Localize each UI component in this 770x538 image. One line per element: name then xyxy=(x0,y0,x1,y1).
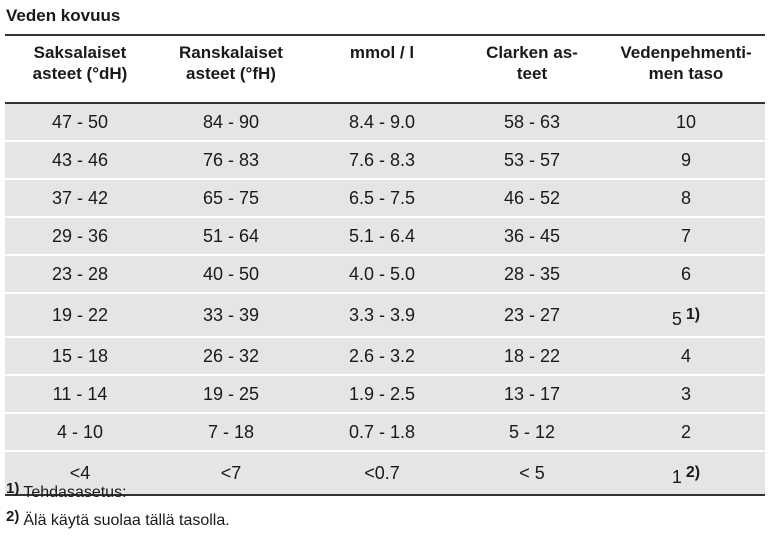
header-line: mmol / l xyxy=(349,43,415,62)
cell-french-degrees: <7 xyxy=(155,451,307,495)
table-row xyxy=(5,413,765,451)
cell-softener-level xyxy=(607,337,765,375)
cell-softener-level xyxy=(607,103,765,141)
cell-clarke-degrees: 13 - 17 xyxy=(457,375,607,413)
cell-mmol: <0.7 xyxy=(307,451,457,495)
table-row xyxy=(5,375,765,413)
cell-mmol: 4.0 - 5.0 xyxy=(307,255,457,293)
cell-french-degrees: 51 - 64 xyxy=(155,217,307,255)
cell-french-degrees: 84 - 90 xyxy=(155,103,307,141)
table-row xyxy=(5,217,765,255)
cell-softener-level xyxy=(607,217,765,255)
table-row xyxy=(5,337,765,375)
level-value: 1 xyxy=(671,466,682,487)
cell-german-degrees: 4 - 10 xyxy=(5,413,155,451)
cell-clarke-degrees: 5 - 12 xyxy=(457,413,607,451)
cell-softener-level xyxy=(607,141,765,179)
cell-mmol: 7.6 - 8.3 xyxy=(307,141,457,179)
level-value: 5 xyxy=(671,308,682,329)
cell-german-degrees: 37 - 42 xyxy=(5,179,155,217)
cell-french-degrees: 26 - 32 xyxy=(155,337,307,375)
cell-french-degrees: 19 - 25 xyxy=(155,375,307,413)
cell-clarke-degrees: 53 - 57 xyxy=(457,141,607,179)
footnote-text: Älä käytä suolaa tällä tasolla. xyxy=(23,512,230,529)
cell-german-degrees: 19 - 22 xyxy=(5,293,155,337)
cell-mmol: 8.4 - 9.0 xyxy=(307,103,457,141)
cell-german-degrees: 29 - 36 xyxy=(5,217,155,255)
header-german-degrees xyxy=(5,35,155,103)
cell-french-degrees: 65 - 75 xyxy=(155,179,307,217)
header-mmol xyxy=(307,35,457,103)
level-value: 6 xyxy=(680,263,691,284)
level-value: 3 xyxy=(680,383,691,404)
footnote-text: Tehdasasetus: xyxy=(23,484,127,501)
header-line: asteet (°dH) xyxy=(32,64,128,83)
cell-clarke-degrees: 18 - 22 xyxy=(457,337,607,375)
footnote-2 xyxy=(6,508,230,530)
water-hardness-table xyxy=(5,34,765,496)
cell-french-degrees: 7 - 18 xyxy=(155,413,307,451)
cell-clarke-degrees: 36 - 45 xyxy=(457,217,607,255)
footnote-mark: 2) xyxy=(6,508,20,525)
cell-german-degrees: 15 - 18 xyxy=(5,337,155,375)
footnote-reference: 2) xyxy=(685,463,701,481)
cell-softener-level xyxy=(607,375,765,413)
header-line: asteet (°fH) xyxy=(186,64,276,83)
level-value: 2 xyxy=(680,421,691,442)
cell-softener-level xyxy=(607,451,765,495)
level-value: 10 xyxy=(675,111,697,132)
cell-clarke-degrees: 28 - 35 xyxy=(457,255,607,293)
page-title: Veden kovuus xyxy=(6,6,121,25)
table-row xyxy=(5,141,765,179)
level-value: 7 xyxy=(680,225,691,246)
header-line: teet xyxy=(516,64,548,83)
table-row xyxy=(5,103,765,141)
cell-french-degrees: 33 - 39 xyxy=(155,293,307,337)
cell-softener-level xyxy=(607,255,765,293)
table-header-row xyxy=(5,35,765,103)
cell-german-degrees: 43 - 46 xyxy=(5,141,155,179)
header-clarke-degrees xyxy=(457,35,607,103)
footnote-reference: 1) xyxy=(685,305,701,323)
cell-mmol: 6.5 - 7.5 xyxy=(307,179,457,217)
cell-french-degrees: 76 - 83 xyxy=(155,141,307,179)
header-line: Ranskalaiset xyxy=(179,43,283,62)
cell-clarke-degrees: 23 - 27 xyxy=(457,293,607,337)
table-row xyxy=(5,255,765,293)
header-softener-level xyxy=(607,35,765,103)
cell-german-degrees: <4 xyxy=(5,451,155,495)
cell-clarke-degrees: < 5 xyxy=(457,451,607,495)
cell-mmol: 0.7 - 1.8 xyxy=(307,413,457,451)
cell-french-degrees: 40 - 50 xyxy=(155,255,307,293)
cell-mmol: 2.6 - 3.2 xyxy=(307,337,457,375)
footnote-1 xyxy=(6,480,127,502)
table-row xyxy=(5,179,765,217)
level-value: 4 xyxy=(680,345,691,366)
cell-softener-level xyxy=(607,179,765,217)
cell-clarke-degrees: 58 - 63 xyxy=(457,103,607,141)
cell-clarke-degrees: 46 - 52 xyxy=(457,179,607,217)
cell-german-degrees: 47 - 50 xyxy=(5,103,155,141)
level-value: 9 xyxy=(680,149,691,170)
header-line: men taso xyxy=(648,64,724,83)
cell-softener-level xyxy=(607,293,765,337)
cell-german-degrees: 23 - 28 xyxy=(5,255,155,293)
header-line: Clarken as- xyxy=(486,43,578,62)
header-line: Saksalaiset xyxy=(33,43,127,62)
cell-mmol: 5.1 - 6.4 xyxy=(307,217,457,255)
cell-softener-level xyxy=(607,413,765,451)
cell-mmol: 3.3 - 3.9 xyxy=(307,293,457,337)
level-value: 8 xyxy=(680,187,691,208)
cell-german-degrees: 11 - 14 xyxy=(5,375,155,413)
table-row xyxy=(5,293,765,337)
header-french-degrees xyxy=(155,35,307,103)
footnote-mark: 1) xyxy=(6,480,20,497)
cell-mmol: 1.9 - 2.5 xyxy=(307,375,457,413)
header-line: Vedenpehmenti- xyxy=(620,43,752,62)
